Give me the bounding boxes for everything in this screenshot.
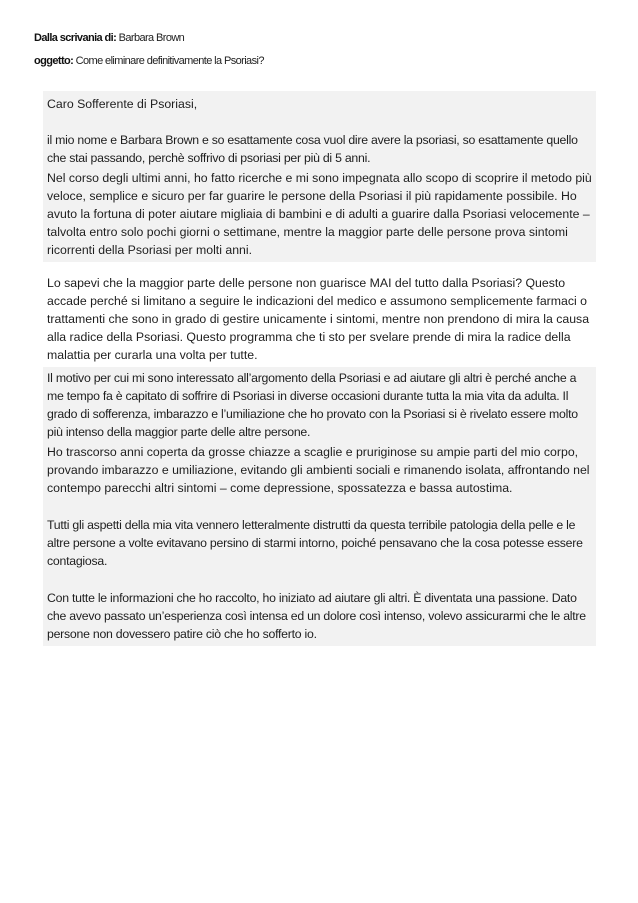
from-line [34,31,604,45]
paragraph-motivation: Il motivo per cui mi sono interessato all’argomento della Psoriasi e ad aiutare gli altri è perché anche a me tempo fa è capitato di soffrire di Psoriasi in diverse occasioni durante tutta la mia vita da adulta. Il grado di sofferenza, imbarazzo e l’umiliazione che ho provato con la Psoriasi si è rivelato essere molto più intenso della maggior parte delle altre persone. [43,367,596,444]
paragraph-years-suffering: Ho trascorso anni coperta da grosse chiazze a scaglie e pruriginose su ampie parti del mio corpo, provando imbarazzo e umiliazione, evitando gli ambienti sociali e rimanendo isolata, affrontando nel contempo parecchi altri sintomi – come depressione, spossatezza e bassa autostima. [43,441,596,500]
paragraph-spacer-2 [43,573,596,587]
section-gap [43,262,596,272]
from-label: Dalla scrivania di: [34,32,117,44]
from-value: Barbara Brown [118,32,185,44]
greeting-spacer [43,117,596,129]
subject-value: Come eliminare definitivamente la Psoriasi? [75,55,264,67]
letter-body [43,91,596,646]
subject-line [34,54,604,68]
letter-greeting: Caro Sofferente di Psoriasi, [43,91,596,117]
paragraph-did-you-know: Lo sapevi che la maggior parte delle persone non guarisce MAI del tutto dalla Psoriasi? Questo accade perché si limitano a seguire le indicazioni del medico e assumono semplicemente farmaci o trattamenti che sono in grado di gestire unicamente i sintomi, mentre non prendono di mira la causa alla radice della Psoriasi. Questo programma che ti sto per svelare prende di mira la radice della malattia per curarla una volta per tutte. [47,276,590,362]
paragraph-intro: il mio nome e Barbara Brown e so esattamente cosa vuol dire avere la psoriasi, so esattamente quello che stai passando, perchè soffrivo di psoriasi per più di 5 anni. [43,129,596,170]
paragraph-passion: Con tutte le informazioni che ho raccolto, ho iniziato ad aiutare gli altri. È diventata una passione. Dato che avevo passato un’esperienza così intensa ed un dolore così intenso, volevo assicurarmi che le altre persone non dovessero patire ciò che ho sofferto io. [43,587,596,646]
subject-label: oggetto: [34,55,74,67]
paragraph-research: Nel corso degli ultimi anni, ho fatto ricerche e mi sono impegnata allo scopo di scoprire il metodo più veloce, semplice e sicuro per far guarire le persone della Psoriasi il più rapidamente possibile. Ho avuto la fortuna di poter aiutare migliaia di bambini e di adulti a guarire dalla Psoriasi velocemente – talvolta entro solo pochi giorni o settimane, mentre la maggior parte delle persone prova sintomi ricorrenti della Psoriasi per molti anni. [43,167,596,262]
letter-header [34,31,604,77]
paragraph-life-destroyed: Tutti gli aspetti della mia vita vennero letteralmente distrutti da questa terribile patologia della pelle e le altre persone a volte evitavano persino di starmi intorno, poiché pensavano che la cosa potesse essere contagiosa. [43,514,596,573]
paragraph-spacer-1 [43,500,596,514]
